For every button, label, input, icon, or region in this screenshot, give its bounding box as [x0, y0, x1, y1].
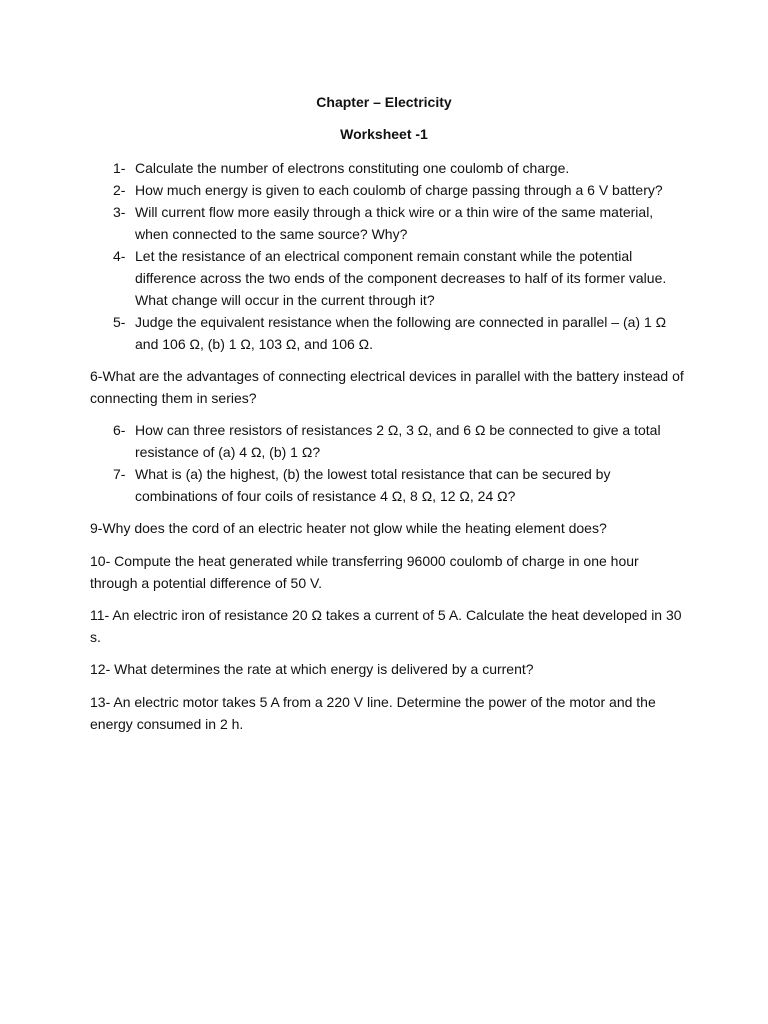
list-item	[90, 311, 690, 355]
item-number: 5-	[113, 314, 126, 330]
item-text: How much energy is given to each coulomb of charge passing through a 6 V battery?	[135, 182, 663, 198]
question-paragraph: 12- What determines the rate at which energy is delivered by a current?	[90, 661, 534, 677]
worksheet-content	[90, 157, 690, 735]
worksheet-title: Worksheet -1	[340, 126, 428, 142]
list-item	[90, 157, 690, 179]
list-item	[90, 201, 690, 245]
question-list-1	[90, 157, 690, 355]
item-text: Will current flow more easily through a thick wire or a thin wire of the same material, when connected to the same source? Why?	[135, 204, 654, 242]
item-number: 4-	[113, 248, 126, 264]
item-text: Let the resistance of an electrical component remain constant while the potential difference across the two ends of the component decreases to half of its former value. What change will occur in the current through it?	[135, 248, 667, 308]
item-number: 6-	[113, 422, 126, 438]
question-paragraph: 11- An electric iron of resistance 20 Ω takes a current of 5 A. Calculate the heat developed in 30 s.	[90, 607, 682, 645]
question-paragraph: 6-What are the advantages of connecting electrical devices in parallel with the battery instead of connecting them in series?	[90, 368, 684, 406]
question-paragraph: 13- An electric motor takes 5 A from a 220 V line. Determine the power of the motor and the energy consumed in 2 h.	[90, 694, 656, 732]
list-item	[90, 463, 690, 507]
list-item	[90, 419, 690, 463]
item-text: Calculate the number of electrons constituting one coulomb of charge.	[135, 160, 570, 176]
chapter-title: Chapter – Electricity	[316, 94, 452, 110]
question-paragraph: 10- Compute the heat generated while transferring 96000 coulomb of charge in one hour through a potential difference of 50 V.	[90, 553, 639, 591]
item-number: 3-	[113, 204, 126, 220]
item-number: 1-	[113, 160, 126, 176]
item-number: 7-	[113, 466, 126, 482]
item-text: How can three resistors of resistances 2 Ω, 3 Ω, and 6 Ω be connected to give a total resistance of (a) 4 Ω, (b) 1 Ω?	[135, 422, 661, 460]
item-number: 2-	[113, 182, 126, 198]
item-text: Judge the equivalent resistance when the following are connected in parallel – (a) 1 Ω and 106 Ω, (b) 1 Ω, 103 Ω, and 106 Ω.	[135, 314, 667, 352]
item-text: What is (a) the highest, (b) the lowest total resistance that can be secured by combinations of four coils of resistance 4 Ω, 8 Ω, 12 Ω, 24 Ω?	[135, 466, 611, 504]
list-item	[90, 245, 690, 311]
question-paragraph: 9-Why does the cord of an electric heater not glow while the heating element does?	[90, 520, 607, 536]
list-item	[90, 179, 690, 201]
question-list-2	[90, 419, 690, 507]
